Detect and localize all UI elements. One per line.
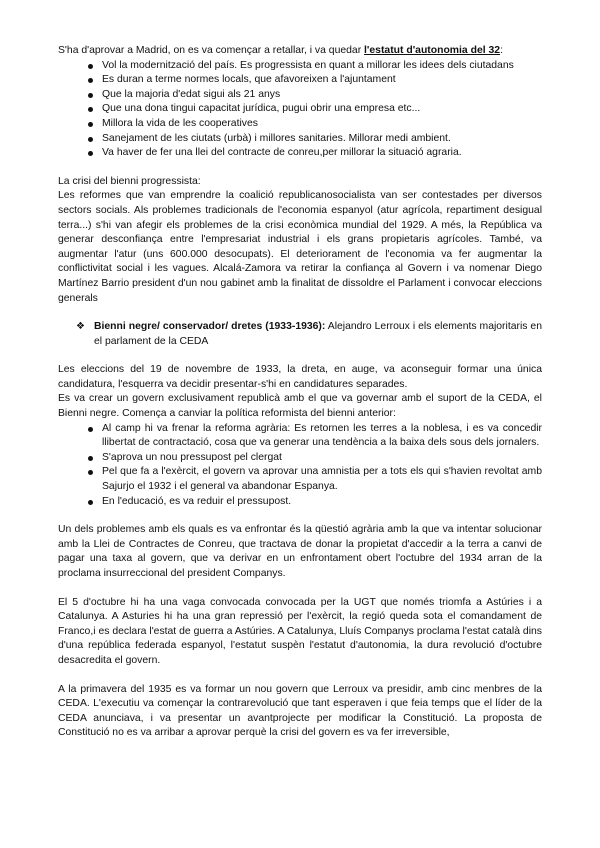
spacer bbox=[58, 306, 542, 320]
bullet-icon bbox=[88, 470, 93, 475]
spring-1935-paragraph: A la primavera del 1935 es va formar un nou govern que Lerroux va presidir, amb cinc menbres de la CEDA. L'executiu va començar la contrarevolució que tant esperaven i que feia temps que el líder de la CEDA anunciava, i va presentar un avantprojecte per modificar la Constitució. La proposta de Constitució no es va arribar a aprovar perquè la crisi del govern es va fer irreversible, bbox=[58, 683, 542, 739]
list-item-text: Que la majoria d'edat sigui als 21 anys bbox=[102, 88, 281, 100]
bullet-icon bbox=[88, 427, 93, 432]
list-item-text: Al camp hi va frenar la reforma agrària: Es retornen les terres a la noblesa, i es va concedir llibertat de contractació, cosa que va generar una tendència a la baixa dels sous dels jornalers. bbox=[102, 422, 542, 449]
bienni-subtitle: Alejandro Lerroux i els elements majoritaris en el parlament de la CEDA bbox=[94, 321, 542, 347]
statute-intro-text: S'ha d'aprovar a Madrid, on es va començar a retallar, i va quedar bbox=[58, 45, 365, 56]
list-item bbox=[88, 102, 542, 117]
october-paragraph: El 5 d'octubre hi ha una vaga convocada convocada per la UGT que només triomfa a Astúries i a Catalunya. A Asturies hi ha una gran repressió per l'exèrcit, la regió queda sota el comandament de Franco,i es declara l'estat de guerra a Astúries. A Catalunya, Lluís Companys proclama l'estat català dins d'una república federada espanyol, l'estatut suspèn l'estatut d'autonomia, la dura revolució d'octubre desacredita el govern. bbox=[58, 596, 542, 666]
bienni-title: Bienni negre/ conservador/ dretes (1933-1936): bbox=[94, 321, 326, 333]
list-item bbox=[88, 59, 542, 74]
bullet-icon bbox=[88, 151, 93, 156]
list-item-text: Pel que fa a l'exèrcit, el govern va aprovar una amnistia per a tots els qui s'havien revoltat amb Sajurjo el 1932 i el general va abandonar Espanya. bbox=[102, 466, 542, 493]
list-item bbox=[88, 146, 542, 161]
list-item bbox=[88, 117, 542, 132]
spacer bbox=[58, 349, 542, 363]
list-item bbox=[88, 132, 542, 147]
list-item bbox=[88, 465, 542, 494]
statute-bullet-list bbox=[58, 59, 542, 161]
spacer bbox=[58, 669, 542, 683]
bullet-icon bbox=[88, 93, 93, 98]
statute-intro bbox=[58, 44, 542, 59]
crisis-heading: La crisi del bienni progressista: bbox=[58, 175, 201, 187]
list-item-text: Va haver de fer una llei del contracte de conreu,per millorar la situació agraria. bbox=[102, 147, 462, 159]
bienni-heading bbox=[58, 320, 542, 349]
list-item-text: Es duran a terme normes locals, que afavoreixen a l'ajuntament bbox=[102, 74, 396, 86]
list-item-text: S'aprova un nou pressupost pel clergat bbox=[102, 451, 282, 463]
list-item-text: Vol la modernització del país. Es progressista en quant a millorar les idees dels ciutadans bbox=[102, 59, 514, 71]
crisis-paragraph: Les reformes que van emprendre la coalició republicanosocialista van ser contestades per diversos sectors socials. Als problemes tradicionals de l'economia espanyol (atur agrícola, repartiment desigual terra...) s'hi van afegir els problemes de la crisi econòmica mundial del 1929. A més, la República va generar desconfiança entre l'empresariat industrial i els grans propietaris agrícoles. També, va augmentar l'atur (uns 600.000 desocupats). El deteriorament de l'economia va fer augmentar la conflictivitat social i les vagues. Alcalá-Zamora va retirar la confiança al Govern i va nomenar Diego Martínez Barrio president d'un nou gabinet amb la finalitat de dissoldre el Parlament i convocar eleccions generals bbox=[58, 190, 542, 304]
bullet-icon bbox=[88, 456, 93, 461]
bullet-icon bbox=[88, 500, 93, 505]
list-item-text: En l'educació, es va reduir el pressupost. bbox=[102, 495, 292, 507]
elections-paragraph-1: Les eleccions del 19 de novembre de 1933, la dreta, en auge, va aconseguir formar una única candidatura, l'esquerra va decidir presentar-s'hi en candidatures separades. bbox=[58, 364, 542, 390]
diamond-bullet-icon: ❖ bbox=[76, 321, 85, 333]
bullet-icon bbox=[88, 137, 93, 142]
bullet-icon bbox=[88, 122, 93, 127]
list-item bbox=[88, 73, 542, 88]
elections-paragraph-2: Es va crear un govern exclusivament republicà amb el que va governar amb el suport de la CEDA, el Bienni negre. Comença a canviar la política reformista del bienni anterior: bbox=[58, 393, 542, 420]
list-item-text: Sanejament de les ciutats (urbà) i millores sanitaries. Millorar medi ambient. bbox=[102, 132, 451, 144]
list-item bbox=[88, 451, 542, 466]
list-item bbox=[88, 422, 542, 451]
bienni-measures-list bbox=[58, 422, 542, 510]
statute-highlight: l'estatut d'autonomia del 32 bbox=[364, 45, 501, 56]
list-item-text: Millora la vida de les cooperatives bbox=[102, 117, 258, 129]
bullet-icon bbox=[88, 64, 93, 69]
list-item bbox=[88, 88, 542, 103]
bullet-icon bbox=[88, 78, 93, 83]
spacer bbox=[58, 509, 542, 523]
statute-intro-colon: : bbox=[500, 45, 503, 56]
list-item-text: Que una dona tingui capacitat jurídica, pugui obrir una empresa etc... bbox=[102, 103, 421, 115]
bullet-icon bbox=[88, 107, 93, 112]
spacer bbox=[58, 582, 542, 596]
agrarian-paragraph: Un dels problemes amb els quals es va enfrontar és la qüestió agrària amb la que va intentar solucionar amb la Llei de Contractes de Conreu, que tractava de donar la propietat d'accedir a la terra a canvi de pagar una taxa al govern, que va derivar en un enfrontament obert l'octubre del 1934 arran de la proclama insurreccional del president Companys. bbox=[58, 524, 542, 579]
spacer bbox=[58, 161, 542, 175]
list-item bbox=[88, 495, 542, 510]
